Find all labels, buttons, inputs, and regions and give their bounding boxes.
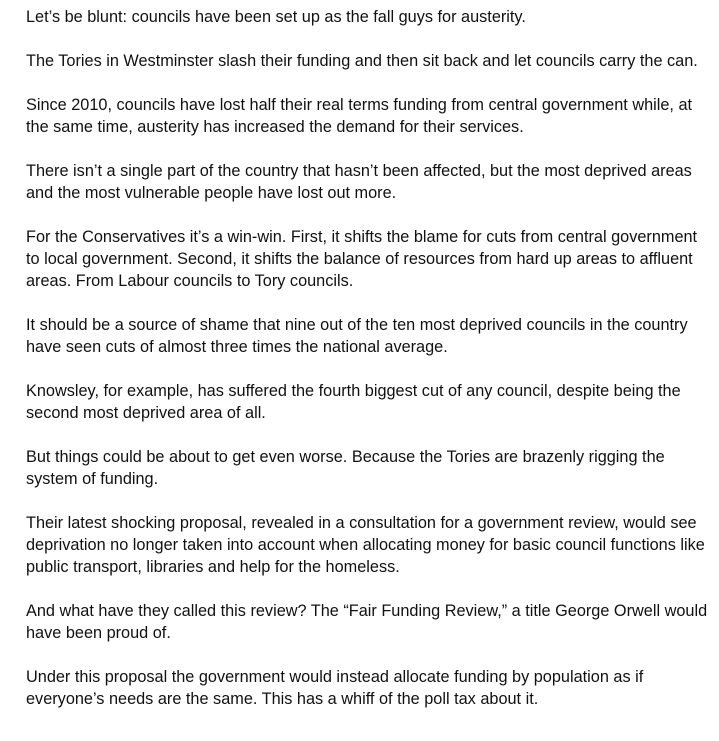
paragraph-4: There isn’t a single part of the country that hasn’t been affected, but the most deprived areas and the most vulnerable people have lost out more. — [26, 162, 692, 202]
paragraph-11: Under this proposal the government would instead allocate funding by population as if everyone’s needs are the same. This has a whiff of the poll tax about it. — [26, 668, 644, 708]
paragraph-10: And what have they called this review? The “Fair Funding Review,” a title George Orwell would have been proud of. — [26, 602, 708, 642]
paragraph-7: Knowsley, for example, has suffered the fourth biggest cut of any council, despite being the second most deprived area of all. — [26, 382, 681, 422]
paragraph-2: The Tories in Westminster slash their funding and then sit back and let councils carry the can. — [26, 52, 698, 70]
paragraph-5: For the Conservatives it’s a win-win. First, it shifts the blame for cuts from central government to local government. Second, it shifts the balance of resources from hard up areas to affluent areas. From Labour councils to Tory councils. — [26, 228, 698, 290]
paragraph-1: Let’s be blunt: councils have been set up as the fall guys for austerity. — [26, 8, 526, 26]
paragraph-8: But things could be about to get even worse. Because the Tories are brazenly rigging the system of funding. — [26, 448, 665, 488]
paragraph-6: It should be a source of shame that nine out of the ten most deprived councils in the country have seen cuts of almost three times the national average. — [26, 316, 688, 356]
document-body — [26, 6, 710, 732]
paragraph-9: Their latest shocking proposal, revealed in a consultation for a government review, would see deprivation no longer taken into account when allocating money for basic council functions like public transport, libraries and help for the homeless. — [26, 514, 705, 576]
paragraph-3: Since 2010, councils have lost half their real terms funding from central government while, at the same time, austerity has increased the demand for their services. — [26, 96, 693, 136]
